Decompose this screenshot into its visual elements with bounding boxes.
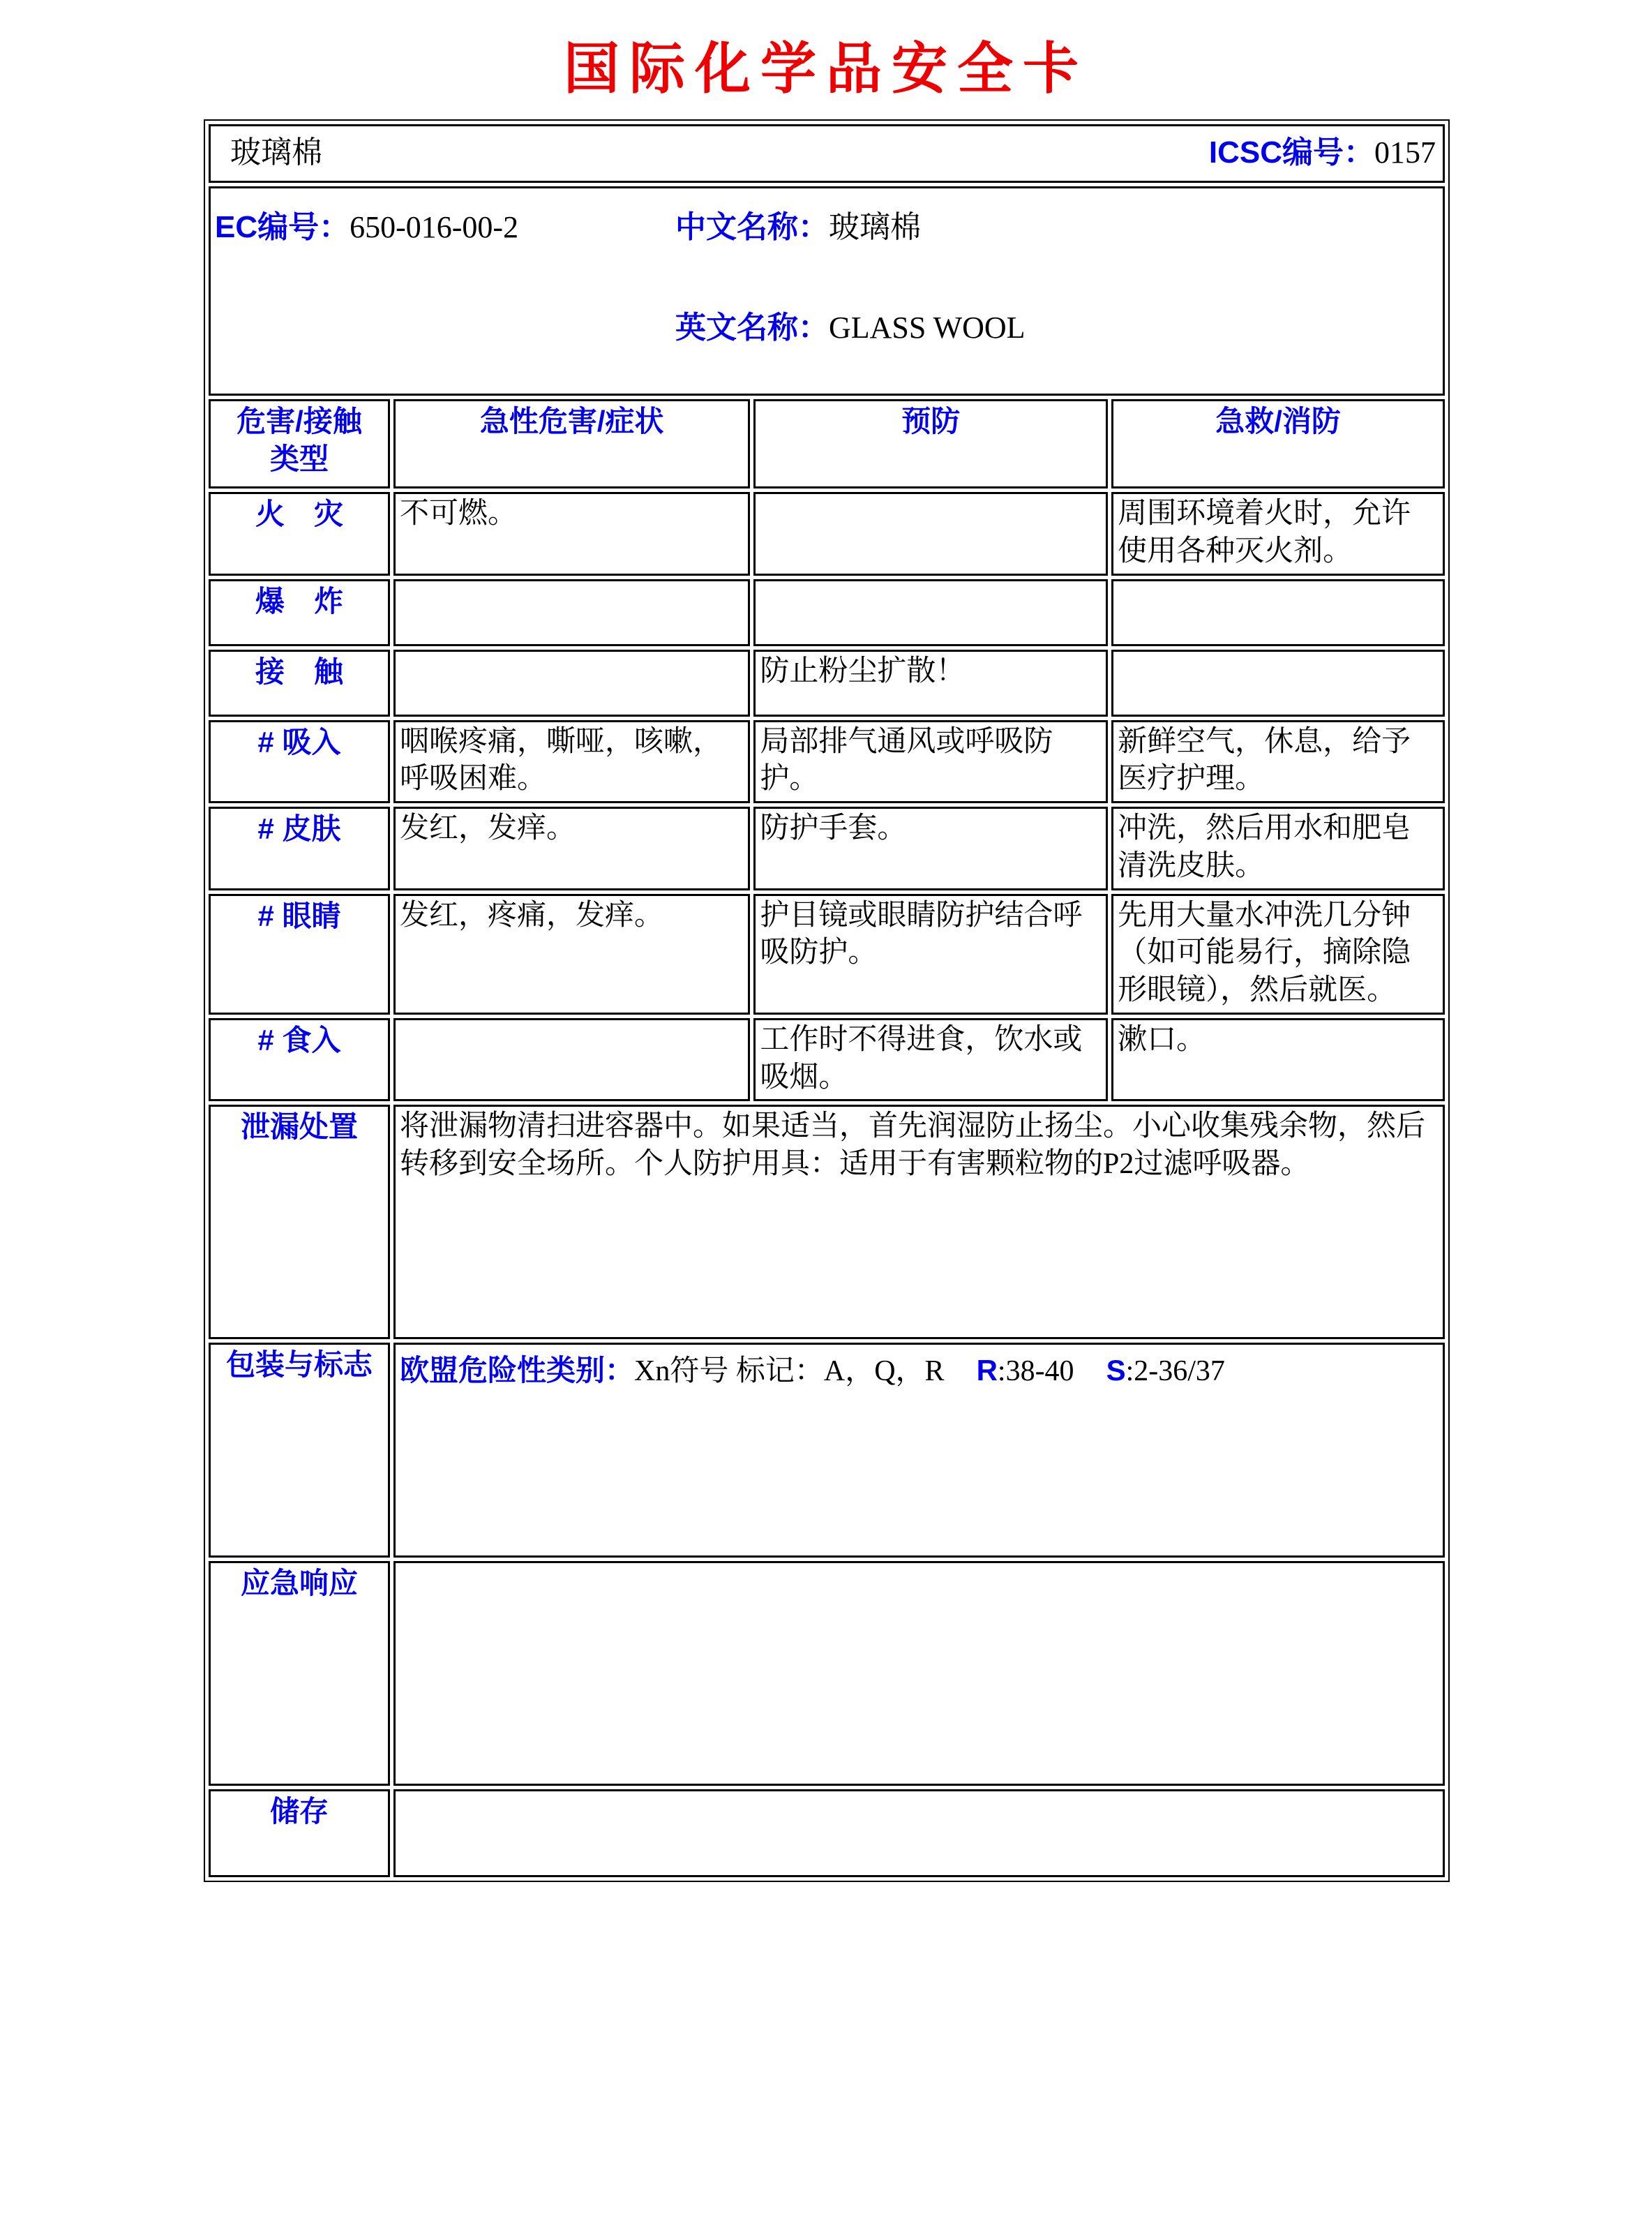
ec-number-label: EC编号： xyxy=(215,210,350,244)
skin-prevention: 防护手套。 xyxy=(753,807,1108,890)
r-phrases-label: R xyxy=(976,1354,998,1387)
ingestion-first-aid: 漱口。 xyxy=(1111,1018,1445,1102)
ingestion-symptoms xyxy=(393,1018,750,1102)
table-row-ingestion xyxy=(209,1018,1445,1102)
inhalation-prevention: 局部排气通风或呼吸防护。 xyxy=(753,720,1108,804)
inhalation-first-aid: 新鲜空气，休息，给予医疗护理。 xyxy=(1111,720,1445,804)
header-prevention: 预防 xyxy=(753,399,1108,488)
explosion-symptoms xyxy=(393,579,750,646)
spill-disposal-content: 将泄漏物清扫进容器中。如果适当，首先润湿防止扬尘。小心收集残余物，然后转移到安全场所。个人防护用具：适用于有害颗粒物的P2过滤呼吸器。 xyxy=(393,1105,1445,1339)
table-row-inhalation xyxy=(209,720,1445,804)
table-row-eyes xyxy=(209,894,1445,1015)
row-label-storage: 储存 xyxy=(209,1789,390,1877)
row-label-contact: 接 触 xyxy=(209,650,390,717)
row-label-emergency-response: 应急响应 xyxy=(209,1561,390,1786)
header-hazard-type: 危害/接触 类型 xyxy=(209,399,390,488)
hazard-table-header-row xyxy=(209,399,1445,488)
english-name xyxy=(675,308,1026,348)
icsc-number-value: 0157 xyxy=(1374,135,1436,170)
explosion-first-aid xyxy=(1111,579,1445,646)
identity-row xyxy=(209,186,1445,396)
ec-number-value: 650-016-00-2 xyxy=(350,210,519,244)
inhalation-symptoms: 咽喉疼痛，嘶哑，咳嗽，呼吸困难。 xyxy=(393,720,750,804)
row-label-inhalation: # 吸入 xyxy=(209,720,390,804)
english-name-value: GLASS WOOL xyxy=(829,311,1026,345)
fire-prevention xyxy=(753,492,1108,576)
table-row-storage xyxy=(209,1789,1445,1877)
row-label-spill-disposal: 泄漏处置 xyxy=(209,1105,390,1339)
fire-symptoms: 不可燃。 xyxy=(393,492,750,576)
packaging-labelling-content xyxy=(393,1343,1445,1558)
eu-classification-value: Xn符号 标记：A，Q，R xyxy=(634,1355,945,1388)
chinese-name xyxy=(675,208,1026,247)
table-row-emergency-response xyxy=(209,1561,1445,1786)
substance-header-row xyxy=(209,124,1445,183)
identity-cell xyxy=(209,186,1445,396)
explosion-prevention xyxy=(753,579,1108,646)
table-row-skin xyxy=(209,807,1445,890)
english-name-label: 英文名称： xyxy=(675,311,829,345)
header-acute-hazards: 急性危害/症状 xyxy=(393,399,750,488)
chinese-name-label: 中文名称： xyxy=(675,210,829,244)
contact-first-aid xyxy=(1111,650,1445,717)
substance-header-cell xyxy=(209,124,1445,183)
skin-symptoms: 发红，发痒。 xyxy=(393,807,750,890)
chinese-name-value: 玻璃棉 xyxy=(829,210,921,244)
fire-first-aid: 周围环境着火时，允许使用各种灭火剂。 xyxy=(1111,492,1445,576)
r-phrases-value: :38-40 xyxy=(997,1355,1074,1388)
s-phrases-value: :2-36/37 xyxy=(1125,1355,1225,1388)
ec-number xyxy=(215,208,675,348)
row-label-skin: # 皮肤 xyxy=(209,807,390,890)
eu-classification-label: 欧盟危险性类别： xyxy=(400,1354,635,1387)
table-row-explosion xyxy=(209,579,1445,646)
header-first-aid: 急救/消防 xyxy=(1111,399,1445,488)
table-row-contact xyxy=(209,650,1445,717)
icsc-number xyxy=(1209,133,1436,172)
row-label-ingestion: # 食入 xyxy=(209,1018,390,1102)
table-row-packaging-labelling xyxy=(209,1343,1445,1558)
row-label-fire: 火 灾 xyxy=(209,492,390,576)
emergency-response-content xyxy=(393,1561,1445,1786)
eyes-first-aid: 先用大量水冲洗几分钟（如可能易行，摘除隐形眼镜），然后就医。 xyxy=(1111,894,1445,1015)
skin-first-aid: 冲洗，然后用水和肥皂清洗皮肤。 xyxy=(1111,807,1445,890)
substance-name: 玻璃棉 xyxy=(230,135,322,170)
table-row-fire xyxy=(209,492,1445,576)
ingestion-prevention: 工作时不得进食，饮水或吸烟。 xyxy=(753,1018,1108,1102)
row-label-explosion: 爆 炸 xyxy=(209,579,390,646)
s-phrases-label: S xyxy=(1106,1354,1126,1387)
storage-content xyxy=(393,1789,1445,1877)
eyes-symptoms: 发红，疼痛，发痒。 xyxy=(393,894,750,1015)
page-title: 国际化学品安全卡 xyxy=(564,39,1088,100)
icsc-number-label: ICSC编号： xyxy=(1208,135,1374,170)
row-label-eyes: # 眼睛 xyxy=(209,894,390,1015)
table-row-spill-disposal xyxy=(209,1105,1445,1339)
icsc-table xyxy=(204,119,1450,1882)
contact-prevention: 防止粉尘扩散！ xyxy=(753,650,1108,717)
row-label-packaging-labelling: 包装与标志 xyxy=(209,1343,390,1558)
contact-symptoms xyxy=(393,650,750,717)
eyes-prevention: 护目镜或眼睛防护结合呼吸防护。 xyxy=(753,894,1108,1015)
